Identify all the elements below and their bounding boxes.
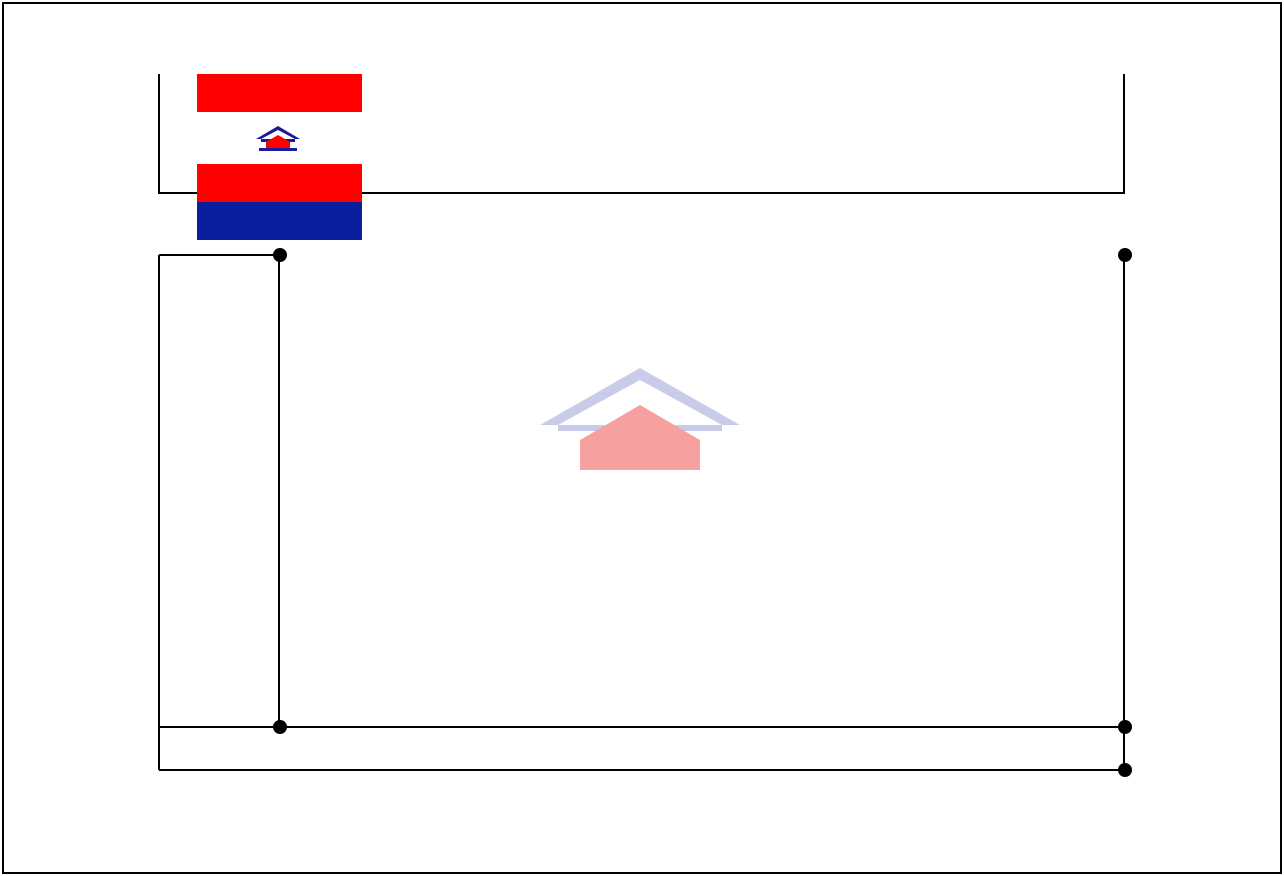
logo-subtitle xyxy=(197,164,362,202)
corner-marker xyxy=(1118,248,1132,262)
watermark-logo xyxy=(540,368,740,470)
corner-marker xyxy=(273,720,287,734)
corner-marker xyxy=(273,248,287,262)
corner-marker xyxy=(1118,763,1132,777)
house-icon xyxy=(255,125,301,151)
logo-tagline xyxy=(197,202,362,240)
logo-red-band xyxy=(197,74,362,112)
corner-marker xyxy=(1118,720,1132,734)
logo-brand-row xyxy=(197,112,362,164)
fincas-strip xyxy=(159,255,279,727)
replus-logo xyxy=(197,74,362,240)
